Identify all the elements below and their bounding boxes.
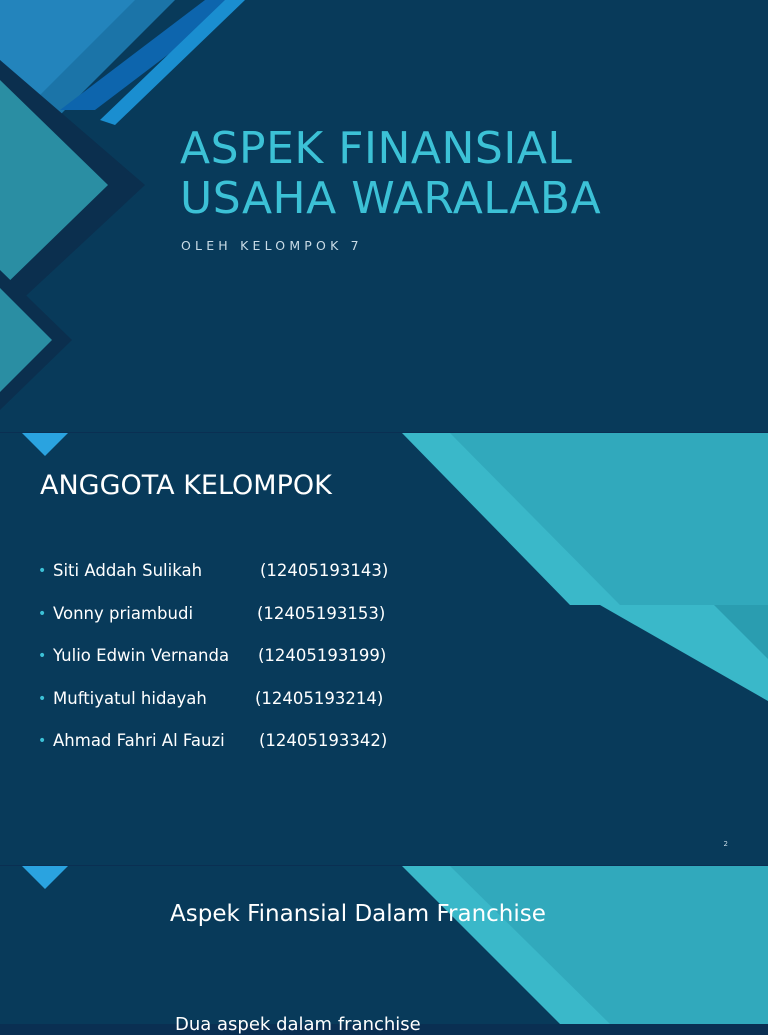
list-item (38, 603, 388, 646)
bullet-dot-icon: • (38, 563, 47, 579)
list-item (38, 645, 388, 688)
slide-financial-aspect (0, 866, 768, 1035)
page-number: 2 (723, 840, 728, 848)
member-id: (12405193214) (255, 688, 384, 708)
member-id: (12405193342) (259, 731, 388, 750)
members-heading: ANGGOTA KELOMPOK (40, 470, 332, 501)
list-item (38, 730, 388, 773)
bullet-dot-icon: • (38, 690, 47, 707)
member-name: Ahmad Fahri Al Fauzi (53, 731, 225, 750)
triangle-marker-icon (22, 433, 68, 456)
member-name: Yulio Edwin Vernanda (53, 646, 230, 665)
bullet-dot-icon: • (38, 648, 47, 664)
member-name: Siti Addah Sulikah (53, 561, 203, 580)
body-text-cut: Dua aspek dalam franchise (175, 1014, 421, 1035)
member-name: Vonny priambudi (53, 603, 194, 623)
section-title: Aspek Finansial Dalam Franchise (170, 901, 546, 927)
member-id: (12405193199) (258, 646, 387, 665)
presentation-subtitle: OLEH KELOMPOK 7 (181, 238, 363, 253)
slide-title (0, 0, 768, 432)
member-id: (12405193143) (260, 561, 389, 580)
slide3-background-shapes (0, 866, 768, 1024)
triangle-marker-icon (22, 866, 68, 889)
presentation-title: ASPEK FINANSIAL USAHA WARALABA (180, 123, 602, 224)
list-item (38, 560, 388, 603)
bullet-dot-icon: • (38, 733, 47, 749)
member-id: (12405193153) (257, 603, 386, 623)
member-list (38, 560, 388, 773)
member-name: Muftiyatul hidayah (53, 688, 207, 708)
slide-members (0, 433, 768, 865)
list-item (38, 688, 388, 731)
bullet-dot-icon: • (38, 605, 47, 622)
